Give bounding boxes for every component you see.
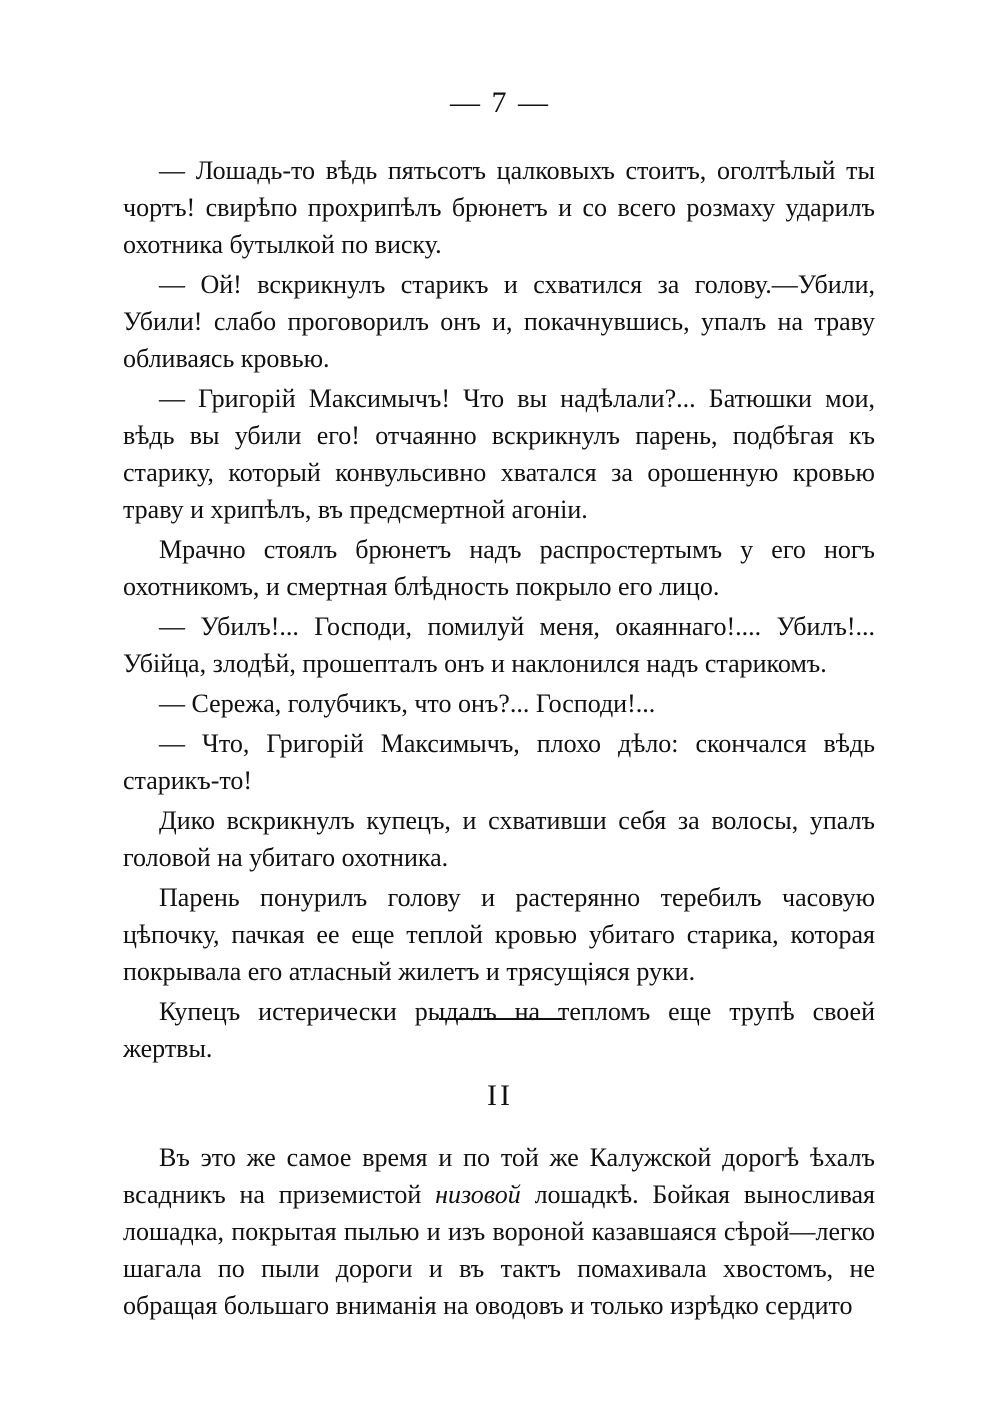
section-heading: II bbox=[487, 1079, 513, 1112]
paragraph: — Григорій Максимычъ! Что вы надѣлали?... Батюшки мои, вѣдь вы убили его! отчаянно вскрикнулъ парень, подбѣгая къ старику, который конвульсивно хватался за орошенную кровью траву и хрипѣлъ, въ предсмертной агоніи. bbox=[123, 384, 875, 524]
paragraph-text-start: Въ это же самое время и по той же Калужской дорогѣ ѣхалъ всадникъ на приземистой bbox=[123, 1143, 875, 1209]
paragraph: — Убилъ!... Господи, помилуй меня, окаяннаго!.... Убилъ!... Убійца, злодѣй, прошепталъ онъ и наклонился надъ старикомъ. bbox=[123, 612, 875, 678]
paragraph: — Сережа, голубчикъ, что онъ?... Господи!... bbox=[159, 689, 656, 718]
paragraph: Парень понурилъ голову и растерянно теребилъ часовую цѣпочку, пачкая ее еще теплой кровью убитаго старика, которая покрывала его атласный жилетъ и трясущіяся руки. bbox=[123, 883, 875, 986]
paragraph-text-end: лошадкѣ. Бойкая выносливая лошадка, покрытая пылью и изъ вороной казавшаяся сѣрой—легко шагала по пыли дороги и въ тактъ помахивала хвостомъ, не обращая большаго вниманія на оводовъ и только изрѣдко сердито bbox=[123, 1180, 876, 1320]
paragraph: — Ой! вскрикнулъ старикъ и схватился за голову.—Убили, Убили! слабо проговорилъ онъ и, покачнувшись, упалъ на траву обливаясь кровью. bbox=[123, 270, 875, 373]
text-body-part-1 bbox=[123, 152, 875, 1070]
paragraph: Купецъ истерически рыдалъ на тепломъ еще трупѣ своей жертвы. bbox=[123, 997, 875, 1063]
paragraph: Мрачно стоялъ брюнетъ надъ распростертымъ у его ногъ охотникомъ, и смертная блѣдность покрыло его лицо. bbox=[123, 535, 875, 601]
page-number: — 7 — bbox=[450, 86, 550, 119]
paragraph: — Лошадь-то вѣдь пятьсотъ цалковыхъ стоитъ, оголтѣлый ты чортъ! свирѣпо прохрипѣлъ брюнетъ и со всего розмаху ударилъ охотника бутылкой по виску. bbox=[123, 156, 875, 259]
emphasized-word: низовой bbox=[435, 1180, 521, 1209]
paragraph bbox=[123, 1139, 875, 1324]
paragraph: — Что, Григорій Максимычъ, плохо дѣло: скончался вѣдь старикъ-то! bbox=[123, 729, 875, 795]
section-divider bbox=[439, 1018, 562, 1020]
text-body-part-2 bbox=[123, 1139, 875, 1327]
paragraph: Дико вскрикнулъ купецъ, и схвативши себя за волосы, упалъ головой на убитаго охотника. bbox=[123, 806, 875, 872]
